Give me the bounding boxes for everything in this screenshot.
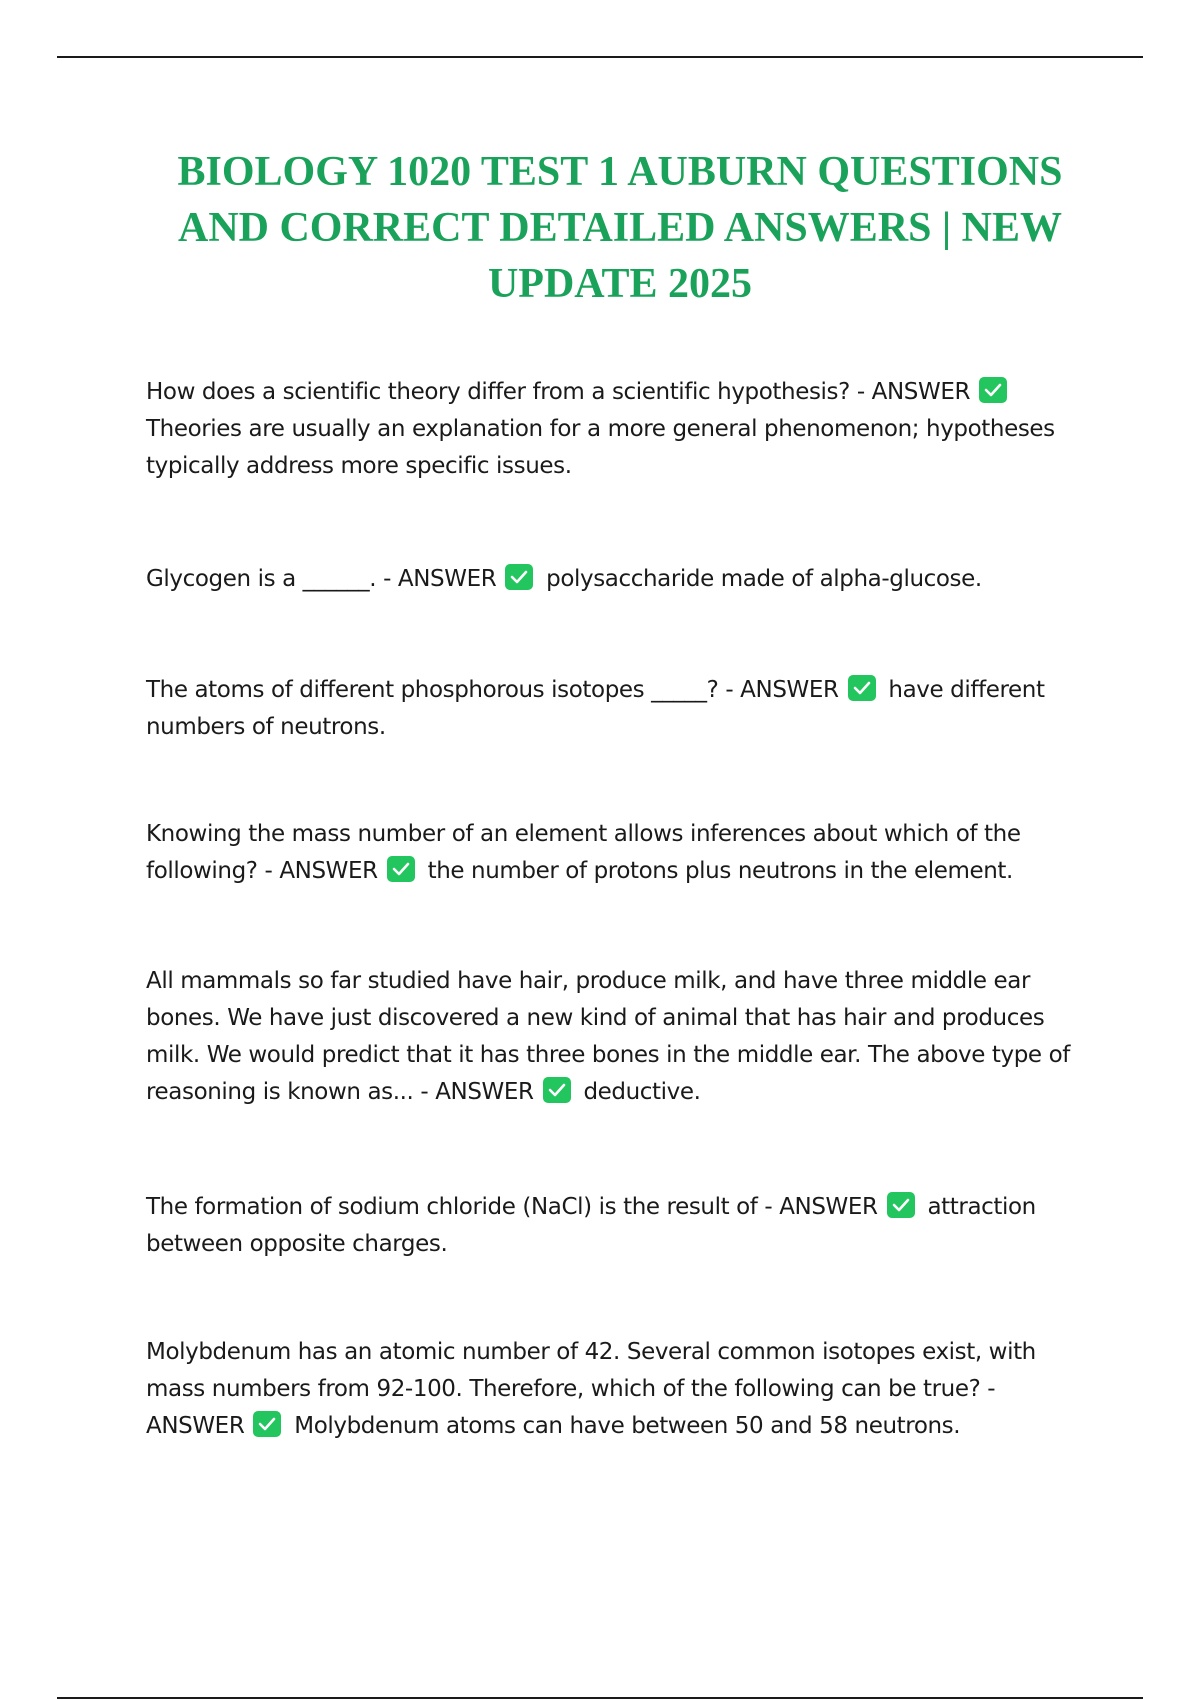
answer-text: the number of protons plus neutrons in the element. [427, 858, 1013, 884]
qa-item-5 [146, 963, 1086, 1111]
question-text: Knowing the mass number of an element allows inferences about which of the following? - ANSWER [146, 821, 1021, 884]
qa-item-1 [146, 374, 1086, 485]
answer-text: polysaccharide made of alpha-glucose. [546, 566, 982, 592]
question-text: The atoms of different phosphorous isotopes _____? - ANSWER [146, 677, 839, 703]
answer-text: Molybdenum atoms can have between 50 and 58 neutrons. [294, 1413, 961, 1439]
check-box-icon [887, 1192, 915, 1218]
document-title: BIOLOGY 1020 TEST 1 AUBURN QUESTIONS AND CORRECT DETAILED ANSWERS | NEW UPDATE 2025 [177, 149, 1063, 307]
check-box-icon [253, 1411, 281, 1437]
check-box-icon [387, 856, 415, 882]
check-box-icon [979, 377, 1007, 403]
question-text: The formation of sodium chloride (NaCl) is the result of - ANSWER [146, 1194, 878, 1220]
answer-text: deductive. [583, 1079, 701, 1105]
qa-item-4 [146, 816, 1086, 890]
answer-text: have different numbers of neutrons. [146, 677, 1045, 740]
top-rule [57, 56, 1143, 58]
question-text: All mammals so far studied have hair, produce milk, and have three middle ear bones. We have just discovered a new kind of animal that has hair and produces milk. We would predict that it has three bones in the middle ear. The above type of reasoning is known as... - ANSWER [146, 968, 1070, 1105]
question-text: How does a scientific theory differ from a scientific hypothesis? - ANSWER [146, 379, 971, 405]
answer-text: Theories are usually an explanation for a more general phenomenon; hypotheses typically address more specific issues. [146, 416, 1055, 479]
qa-item-6 [146, 1189, 1086, 1263]
qa-item-7 [146, 1334, 1086, 1445]
check-box-icon [848, 675, 876, 701]
qa-item-2 [146, 561, 1086, 598]
check-box-icon [543, 1077, 571, 1103]
check-box-icon [505, 564, 533, 590]
answer-text: attraction between opposite charges. [146, 1194, 1036, 1257]
question-text: Glycogen is a ______. - ANSWER [146, 566, 497, 592]
question-text: Molybdenum has an atomic number of 42. Several common isotopes exist, with mass numbers from 92-100. Therefore, which of the following can be true? - ANSWER [146, 1339, 1036, 1439]
bottom-rule [57, 1697, 1143, 1699]
qa-item-3 [146, 672, 1086, 746]
